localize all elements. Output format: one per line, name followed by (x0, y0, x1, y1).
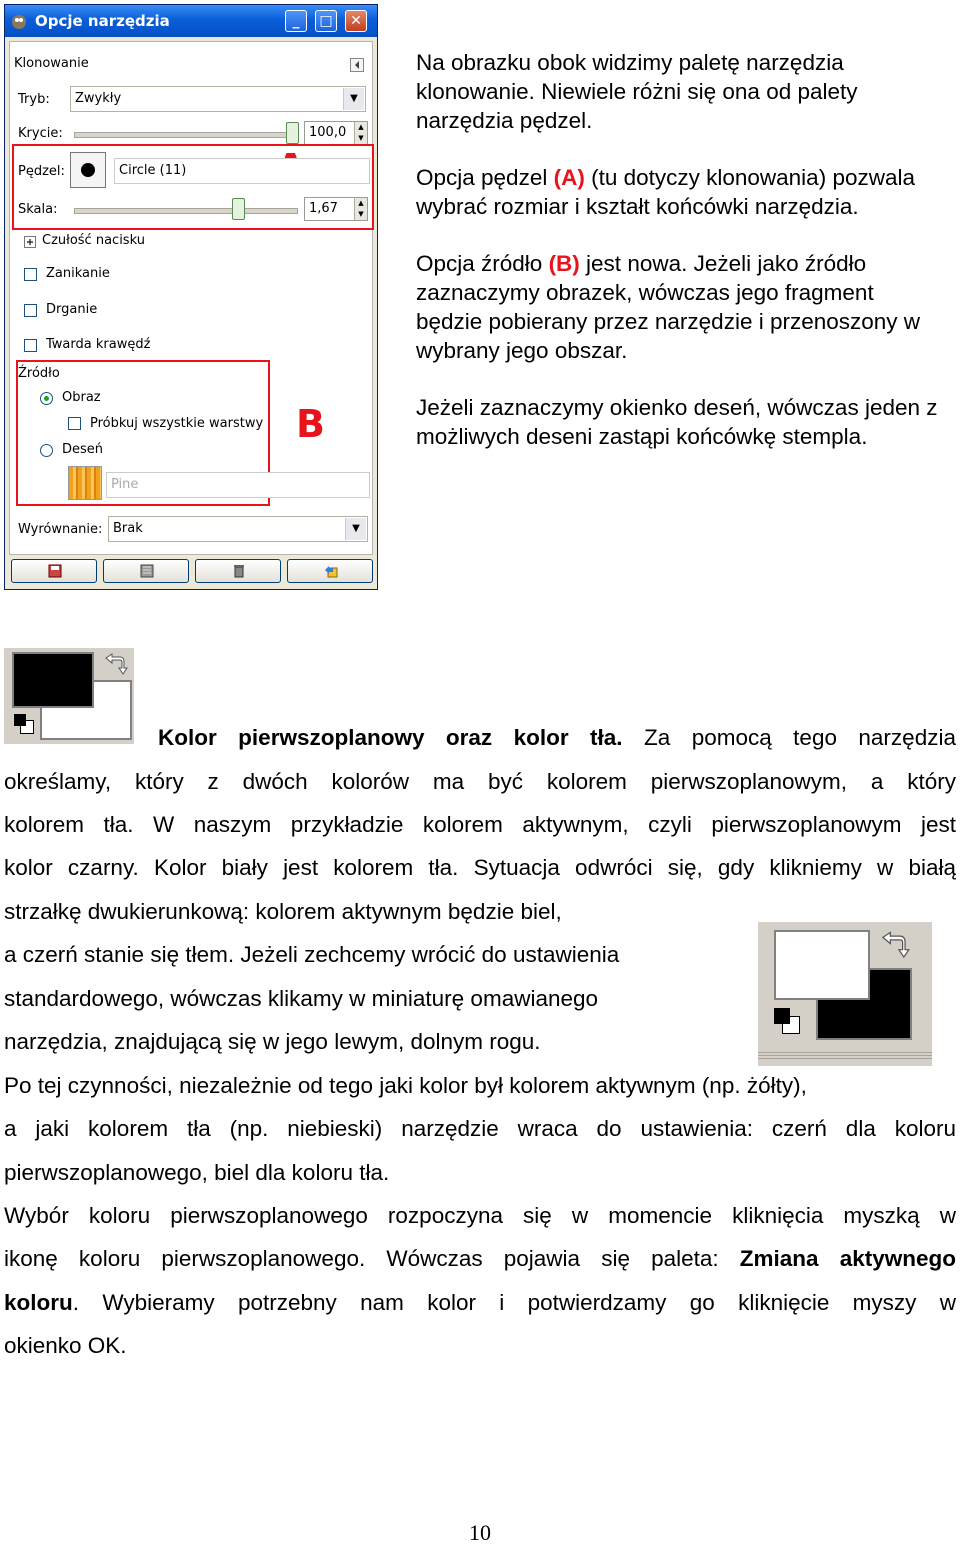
chevron-down-icon: ▼ (345, 518, 366, 540)
text-line: a czerń stanie się tłem. Jeżeli zechcemy wrócić do ustawienia (4, 942, 620, 967)
text-line: Wybór koloru pierwszoplanowego rozpoczyna się w momencie kliknięcia myszką w (4, 1203, 956, 1228)
pattern-name-field (106, 472, 370, 498)
text-line: a jaki kolorem tła (np. niebieski) narzędzie wraca do ustawienia: czerń dla koloru (4, 1116, 956, 1141)
brush-label: Pędzel: (18, 164, 65, 179)
text-line (158, 725, 956, 751)
trash-icon (232, 564, 246, 578)
default-colors-button[interactable] (772, 1006, 806, 1040)
palette-name-part1: Zmiana aktywnego (739, 1246, 956, 1271)
source-label: Źródło (18, 366, 60, 381)
right-column-text (416, 48, 946, 479)
source-image-radio[interactable] (40, 392, 53, 405)
chevron-down-icon: ▼ (343, 88, 364, 110)
paragraph-pattern: Jeżeli zaznaczymy okienko deseń, wówczas jeden z możliwych deseni zastąpi końcówkę stempla. (416, 395, 938, 449)
align-value: Brak (113, 521, 143, 536)
text-run: jest nowa. Jeżeli jako źródło zaznaczymy obrazek, wówczas jego fragment będzie pobierany przez narzędzie i przenoszony w wybrany jego obszar. (416, 251, 921, 363)
text-run: Za pomocą tego narzędzia (644, 725, 956, 750)
section-heading: Kolor pierwszoplanowy oraz kolor tła. (158, 725, 623, 750)
expand-plus-icon[interactable] (24, 236, 36, 248)
swap-colors-icon[interactable] (102, 652, 128, 678)
close-button[interactable]: ✕ (345, 10, 367, 32)
fade-checkbox[interactable] (24, 268, 37, 281)
bottom-toolbar (11, 559, 373, 587)
restore-icon (140, 564, 154, 578)
jitter-label: Drganie (46, 302, 98, 317)
paragraph-option-b (416, 249, 946, 365)
window-title: Opcje narzędzia (35, 12, 170, 30)
source-image-label: Obraz (62, 390, 101, 405)
opacity-label: Krycie: (18, 126, 63, 141)
text-line: okienko OK. (4, 1333, 127, 1358)
mode-value: Zwykły (75, 91, 122, 106)
options-panel (9, 41, 373, 555)
scale-spinbox[interactable] (304, 197, 368, 221)
opacity-value: 100,0 (309, 125, 347, 140)
save-options-button[interactable] (11, 559, 97, 583)
hard-edge-checkbox[interactable] (24, 339, 37, 352)
reset-options-button[interactable] (287, 559, 373, 583)
text-line: kolor czarny. Kolor biały jest kolorem tła. Sytuacja odwróci się, gdy klikniemy w białą (4, 855, 956, 880)
marker-b-ref: (B) (548, 251, 580, 276)
brush-name-field[interactable] (114, 158, 370, 184)
text-line: strzałkę dwukierunkową: kolorem aktywnym będzie biel, (4, 899, 562, 924)
text-run: (tu dotyczy klonowania) pozwala wybrać rozmiar i kształt końcówki narzędzia. (416, 165, 915, 219)
default-fg-mini (14, 714, 26, 726)
align-label: Wyrównanie: (18, 522, 103, 537)
text-run: . Wybieramy potrzebny nam kolor i potwierdzamy go kliknięcie myszy w (72, 1290, 956, 1315)
foreground-color-swatch[interactable] (774, 930, 870, 1000)
text-line: Po tej czynności, niezależnie od tego jaki kolor był kolorem aktywnym (np. żółty), (4, 1073, 807, 1098)
foreground-color-swatch[interactable] (12, 652, 94, 708)
marker-a-ref: (A) (553, 165, 585, 190)
fg-bg-color-widget (4, 648, 134, 744)
brush-preview-button[interactable] (70, 152, 106, 188)
align-select[interactable] (108, 516, 368, 542)
marker-b: B (296, 402, 325, 446)
tool-options-window (4, 4, 378, 590)
pattern-value: Pine (111, 477, 139, 492)
jitter-checkbox[interactable] (24, 304, 37, 317)
scale-slider[interactable] (74, 208, 298, 214)
scale-slider-handle[interactable] (232, 198, 245, 220)
gimp-icon (10, 12, 28, 30)
section-title: Klonowanie (14, 56, 89, 71)
default-colors-button[interactable] (12, 712, 38, 738)
sample-merged-label: Próbkuj wszystkie warstwy (90, 416, 264, 431)
collapse-icon[interactable] (350, 58, 364, 72)
default-fg-mini (774, 1008, 790, 1024)
swapped-color-widget (758, 922, 932, 1066)
restore-options-button[interactable] (103, 559, 189, 583)
text-line (4, 1290, 956, 1316)
page-number: 10 (469, 1520, 491, 1545)
opacity-slider[interactable] (74, 132, 292, 138)
widget-divider (758, 1050, 932, 1060)
delete-options-button[interactable] (195, 559, 281, 583)
text-run: Opcja źródło (416, 251, 549, 276)
window-titlebar[interactable] (5, 5, 377, 37)
opacity-spinbox[interactable] (304, 121, 368, 145)
mode-label: Tryb: (18, 92, 50, 107)
scale-label: Skala: (18, 202, 58, 217)
text-line: standardowego, wówczas klikamy w miniaturę omawianego (4, 986, 599, 1011)
save-icon (48, 564, 62, 578)
text-run: ikonę koloru pierwszoplanowego. Wówczas pojawia się paleta: (4, 1246, 740, 1271)
fade-label: Zanikanie (46, 266, 110, 281)
pressure-label[interactable]: Czułość nacisku (42, 233, 145, 248)
source-pattern-label: Deseń (62, 442, 104, 457)
paragraph-option-a (416, 163, 946, 221)
circle-brush-icon (71, 153, 105, 187)
paragraph-intro: Na obrazku obok widzimy paletę narzędzia klonowanie. Niewiele różni się ona od palety narzędzia pędzel. (416, 50, 858, 133)
mode-select[interactable] (70, 86, 366, 112)
text-run: Opcja pędzel (416, 165, 554, 190)
maximize-button[interactable]: □ (315, 10, 337, 32)
text-line: kolorem tła. W naszym przykładzie kolorem aktywnym, czyli pierwszoplanowym jest (4, 812, 956, 837)
minimize-button[interactable]: _ (285, 10, 307, 32)
pattern-preview-button[interactable] (68, 466, 102, 500)
spin-arrows-icon[interactable]: ▲ ▼ (354, 122, 367, 144)
spin-arrows-icon[interactable]: ▲ ▼ (354, 198, 367, 220)
text-line: pierwszoplanowego, biel dla koloru tła. (4, 1160, 390, 1185)
text-line (4, 1246, 956, 1272)
text-line: narzędzia, znajdującą się w jego lewym, dolnym rogu. (4, 1029, 541, 1054)
brush-value: Circle (11) (119, 163, 187, 178)
opacity-slider-handle[interactable] (286, 122, 299, 144)
source-pattern-radio[interactable] (40, 444, 53, 457)
hard-edge-label: Twarda krawędź (46, 337, 151, 352)
text-line: określamy, który z dwóch kolorów ma być kolorem pierwszoplanowym, a który (4, 769, 956, 794)
sample-merged-checkbox[interactable] (68, 417, 81, 430)
palette-name-part2: koloru (4, 1290, 73, 1315)
swap-colors-icon[interactable] (878, 930, 910, 962)
reset-icon (324, 564, 338, 578)
scale-value: 1,67 (309, 201, 338, 216)
